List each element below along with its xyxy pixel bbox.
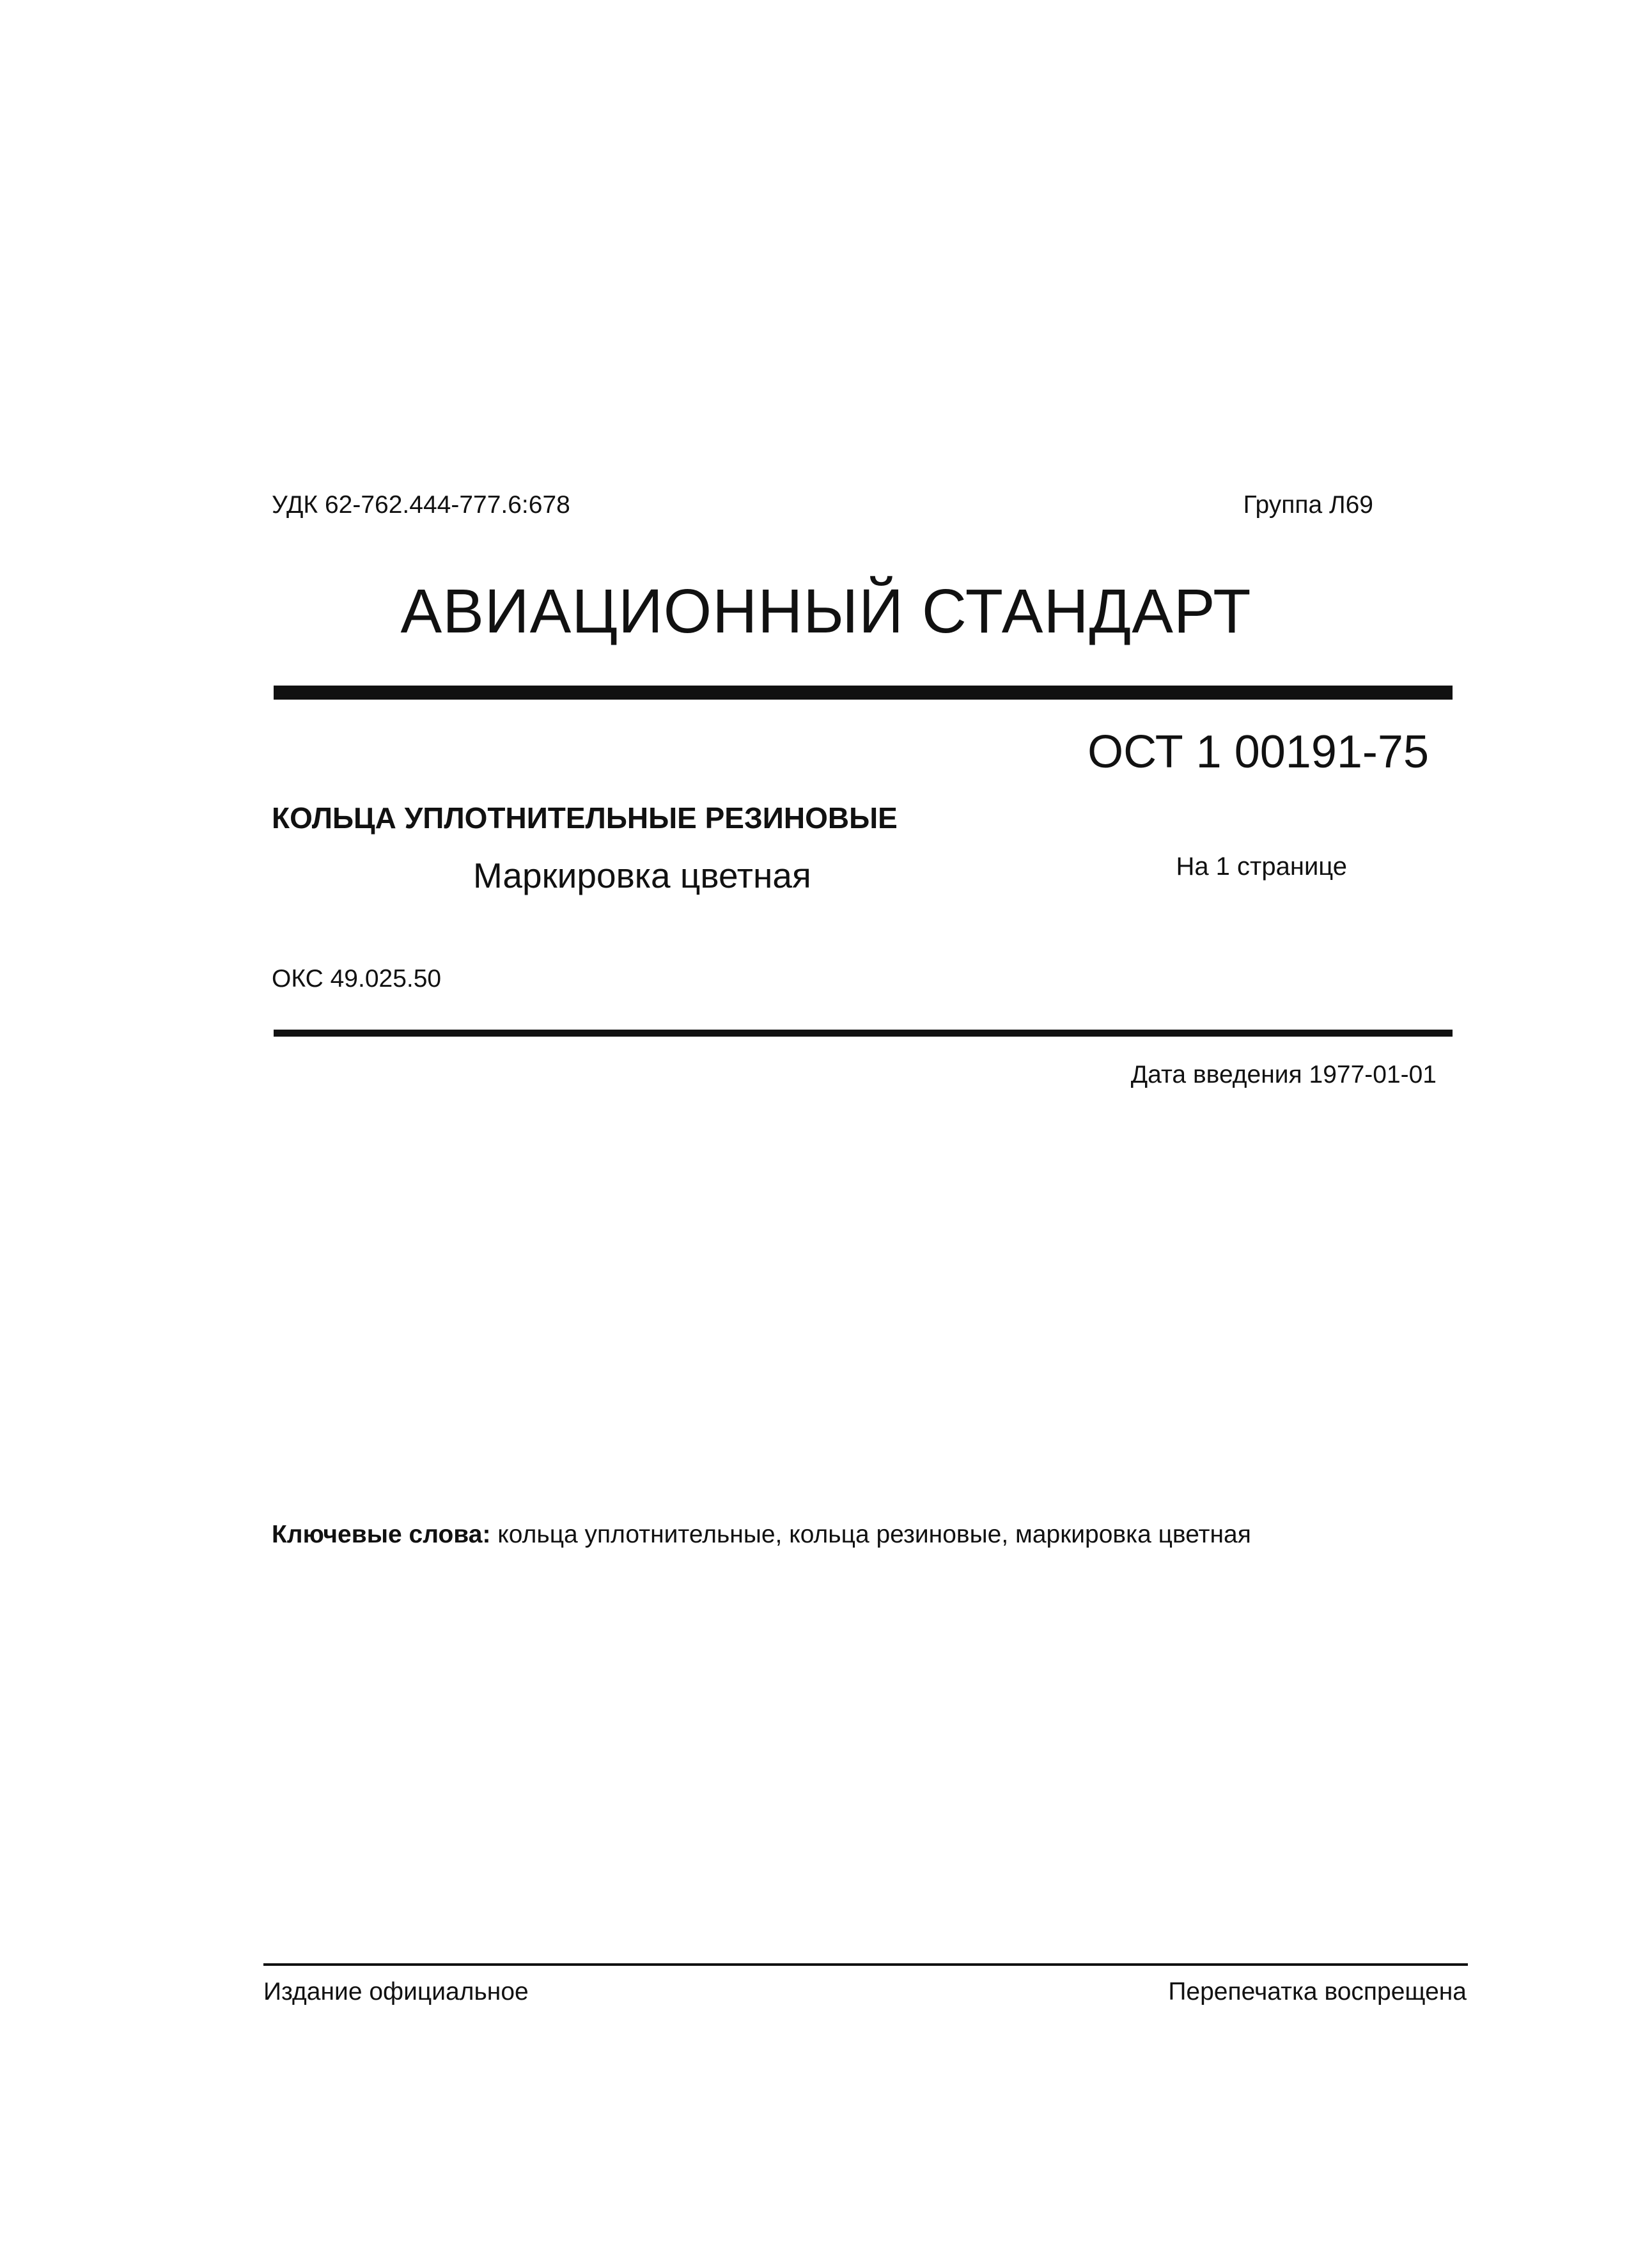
keywords-text: кольца уплотнительные, кольца резиновые, маркировка цветная [490, 1521, 1251, 1548]
edition-note: Издание официальное [263, 1978, 529, 2005]
keywords-label: Ключевые слова: [272, 1521, 491, 1548]
thick-divider [274, 686, 1453, 700]
keywords-line [272, 1522, 1251, 1547]
group-code: Группа Л69 [1243, 491, 1373, 519]
oks-code: ОКС 49.025.50 [272, 965, 442, 993]
page-count: На 1 странице [1176, 852, 1347, 881]
footer-divider [263, 1963, 1468, 1966]
standard-name: КОЛЬЦА УПЛОТНИТЕЛЬНЫЕ РЕЗИНОВЫЕ [272, 801, 898, 835]
standard-subname: Маркировка цветная [473, 856, 811, 895]
standard-code: ОСТ 1 00191-75 [1087, 726, 1429, 778]
document-title: АВИАЦИОННЫЙ СТАНДАРТ [400, 576, 1252, 646]
reprint-note: Перепечатка воспрещена [1168, 1978, 1467, 2005]
introduction-date: Дата введения 1977-01-01 [1130, 1061, 1437, 1088]
udk-code: УДК 62-762.444-777.6:678 [272, 491, 570, 519]
medium-divider [274, 1030, 1453, 1037]
